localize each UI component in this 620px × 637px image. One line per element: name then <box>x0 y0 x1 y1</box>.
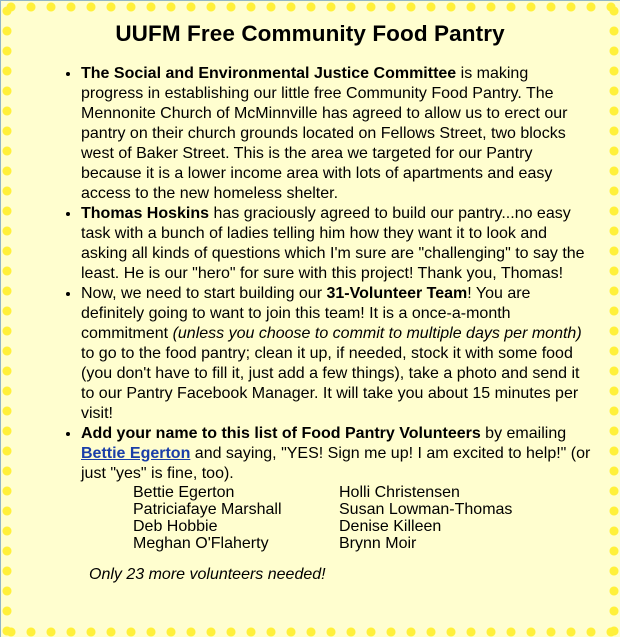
volunteer-name: Brynn Moir <box>339 535 417 552</box>
volunteer-row <box>133 501 620 518</box>
volunteer-names-list <box>0 484 620 552</box>
bullet-volunteer-team <box>81 284 591 424</box>
signup-heading: Add your name to this list of Food Pantry Volunteers <box>81 425 481 442</box>
volunteer-name: Holli Christensen <box>339 484 460 501</box>
committee-name: The Social and Environmental Justice Committee <box>81 65 457 82</box>
page-title: UUFM Free Community Food Pantry <box>115 21 505 46</box>
volunteer-name: Bettie Egerton <box>133 484 235 501</box>
volunteer-row <box>133 535 620 552</box>
team-text-post: to go to the food pantry; clean it up, if needed, stock it with some food (you don't have to fill it, just add a few things), take a photo and send it to our Pantry Facebook Manager. It will take you about 15 minutes per visit! <box>81 345 580 422</box>
volunteer-row <box>133 518 620 535</box>
volunteer-name: Susan Lowman-Thomas <box>339 501 513 518</box>
volunteer-name: Meghan O'Flaherty <box>133 535 269 552</box>
bullet-committee-progress <box>81 64 591 204</box>
team-text-mid: ! You are definitely going to want to join this team! It is a once-a-month commitment <box>81 285 531 342</box>
signup-text-post: and saying, "YES! Sign me up! I am excited to help!" (or just "yes" is fine, too). <box>81 445 591 482</box>
team-name: 31-Volunteer Team <box>326 285 468 302</box>
bullet-builder-thanks <box>81 204 591 284</box>
bullet-list <box>0 64 591 484</box>
volunteer-name: Deb Hobbie <box>133 518 218 535</box>
builder-text: has graciously agreed to build our pantry...no easy task with a bunch of ladies telling him how they want it to look and asking all kinds of questions which I'm sure are "challenging" to say the least. He is our "hero" for sure with this project! Thank you, Thomas! <box>81 205 585 282</box>
volunteer-name: Denise Killeen <box>339 518 442 535</box>
bullet-signup <box>81 424 591 484</box>
signup-text-pre: by emailing <box>480 425 567 442</box>
committee-text: is making progress in establishing our little free Community Food Pantry. The Mennonite Church of McMinnville has agreed to allow us to erect our pantry on their church grounds located on Fellows Street, two blocks west of Baker Street. This is the area we targeted for our Pantry because it is a lower income area with lots of apartments and easy access to the new homeless shelter. <box>81 65 568 202</box>
builder-name: Thomas Hoskins <box>81 205 210 222</box>
volunteer-row <box>133 484 620 501</box>
email-link-bettie-egerton[interactable]: Bettie Egerton <box>81 445 191 462</box>
newsletter-content <box>0 64 620 585</box>
volunteer-name: Patriciafaye Marshall <box>133 501 282 518</box>
volunteers-needed-note: Only 23 more volunteers needed! <box>89 566 326 583</box>
team-text-italic: (unless you choose to commit to multiple days per month) <box>172 325 582 342</box>
team-text-pre: Now, we need to start building our <box>81 285 327 302</box>
